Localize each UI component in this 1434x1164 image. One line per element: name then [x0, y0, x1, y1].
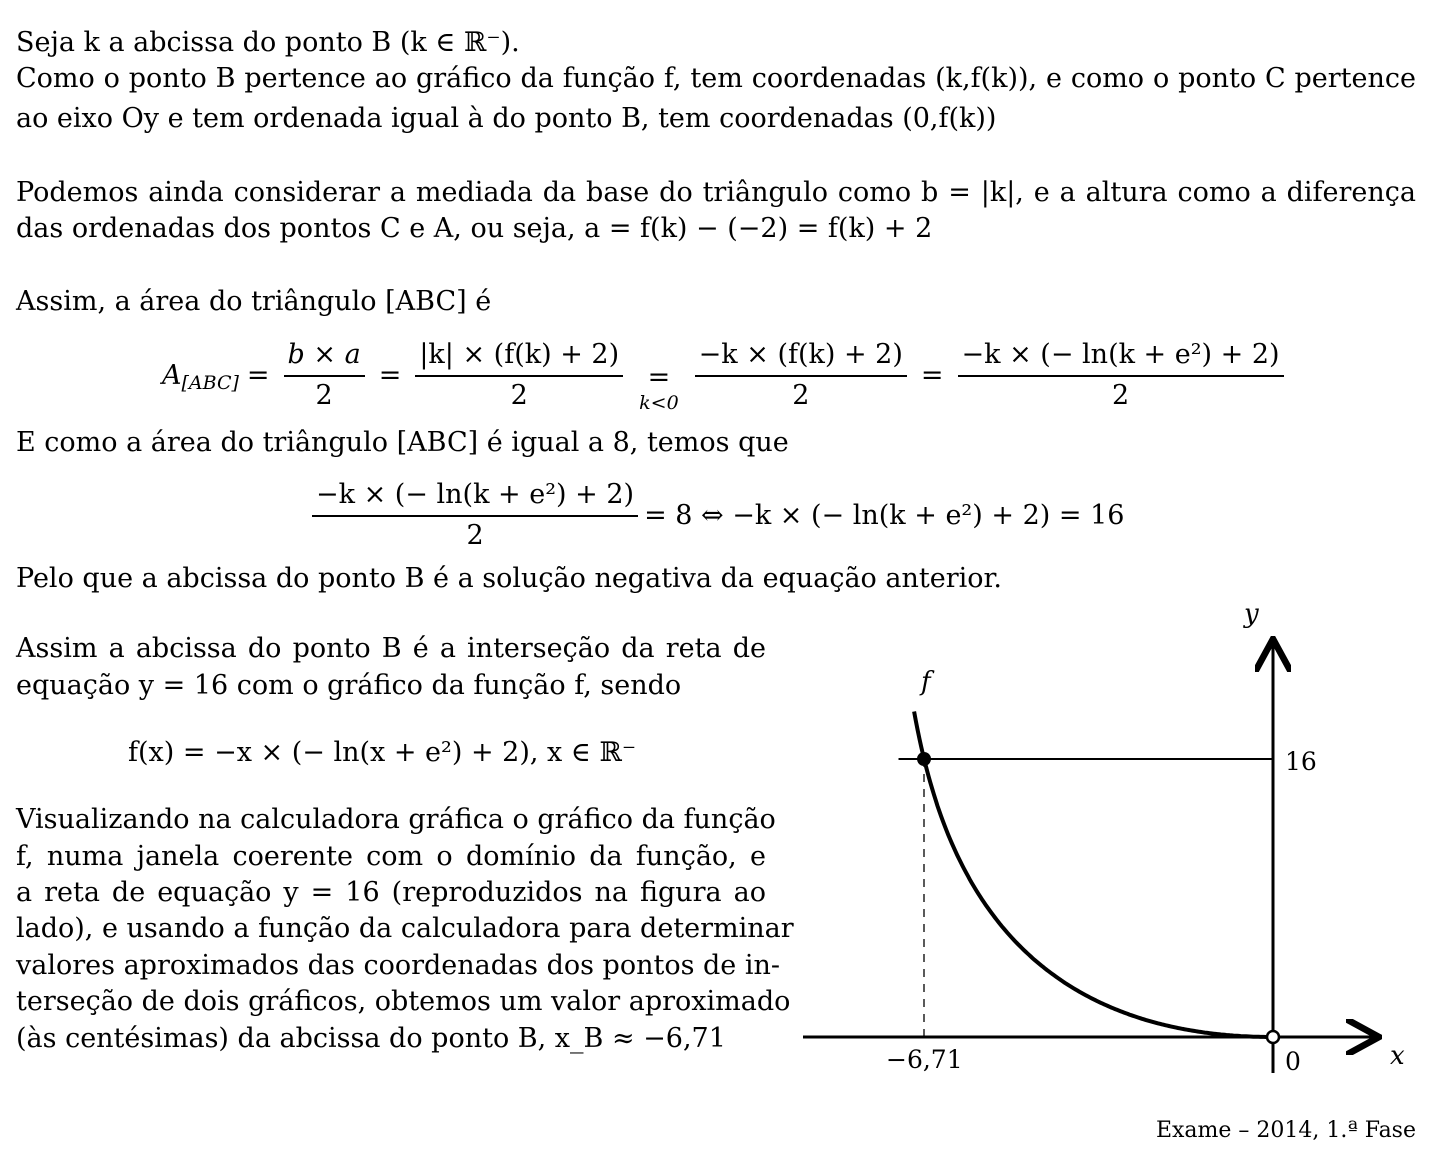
- origin-label: 0: [1285, 1047, 1301, 1076]
- conclusion: Pelo que a abcissa do ponto B é a solução negativa da equação anterior.: [16, 563, 1003, 594]
- base-height-line-1: Podemos ainda considerar a mediada da base do triângulo como b = |k|, e a altura como a diferença: [16, 177, 1416, 208]
- left-col-p2-line-6: terseção de dois gráficos, obtemos um valor aproximado: [16, 986, 791, 1017]
- fraction-eight-denominator: 2: [466, 520, 484, 551]
- intro-line-1: Seja k a abcissa do ponto B (k ∈ ℝ⁻).: [16, 27, 520, 58]
- conditional-equals: = k<0: [639, 361, 679, 414]
- base-height-line-2: das ordenadas dos pontos C e A, ou seja, a = f(k) − (−2) = f(k) + 2: [16, 213, 933, 244]
- fraction-3-numerator: −k × (f(k) + 2): [695, 338, 907, 377]
- exam-footer: Exame – 2014, 1.ª Fase: [1155, 1118, 1416, 1143]
- y-axis-label: y: [1244, 599, 1259, 629]
- left-col-p2-line-2: f, numa janela coerente com o domínio da função, e: [16, 841, 766, 872]
- tick-label-x: −6,71: [886, 1045, 963, 1074]
- area-eight-intro: E como a área do triângulo [ABC] é igual a 8, temos que: [16, 427, 789, 458]
- tick-label-16: 16: [1285, 747, 1317, 776]
- fraction-4-numerator: −k × (− ln(k + e²) + 2): [958, 338, 1284, 377]
- left-col-p2-line-5: valores aproximados das coordenadas dos pontos de in-: [16, 950, 781, 981]
- left-col-p2-line-4: lado), e usando a função da calculadora para determinar: [16, 913, 794, 944]
- left-col-line-1: Assim a abcissa do ponto B é a interseção da reta de: [16, 633, 766, 664]
- fraction-1-denominator: 2: [315, 380, 333, 411]
- left-col-p2-line-3: a reta de equação y = 16 (reproduzidos na figura ao: [16, 877, 766, 908]
- fraction-3-denominator: 2: [792, 380, 810, 411]
- curve-label: f: [921, 667, 931, 697]
- intro-line-2: Como o ponto B pertence ao gráfico da função f, tem coordenadas (k,f(k)), e como o ponto C pertence: [16, 63, 1416, 94]
- point-origin: [1267, 1031, 1279, 1043]
- fraction-2-denominator: 2: [510, 380, 528, 411]
- left-col-line-2: equação y = 16 com o gráfico da função f, sendo: [16, 670, 682, 701]
- left-col-p2-line-7: (às centésimas) da abcissa do ponto B, x_B ≈ −6,71: [16, 1023, 726, 1054]
- area-intro: Assim, a área do triângulo [ABC] é: [16, 286, 492, 317]
- area-equation: A [ABC] = $\frac{b \times a}{2}$ = $\frac{|k| \times (f(k) + 2)}{2}$ = k<0 $\frac{-k \times (f(k) + 2)}{2}$ = $\frac{\text{−k × (− ln(k + e²) + 2)}}{2}$: [162, 338, 1290, 412]
- x-axis-label: x: [1390, 1041, 1405, 1071]
- fraction-2-numerator: |k| × (f(k) + 2): [415, 338, 623, 377]
- fraction-4-denominator: 2: [1111, 380, 1130, 411]
- point-b: [917, 752, 931, 766]
- intro-line-3: ao eixo Oy e tem ordenada igual à do ponto B, tem coordenadas (0,f(k)): [16, 103, 997, 134]
- equation-eight-rhs: = 8 ⇔ −k × (− ln(k + e²) + 2) = 16: [644, 499, 1125, 531]
- area-symbol: A: [162, 359, 182, 391]
- curve-f: [914, 712, 1273, 1038]
- left-col-p2-line-1: Visualizando na calculadora gráfica o gráfico da função: [16, 804, 776, 835]
- function-definition: f(x) = −x × (− ln(x + e²) + 2), x ∈ ℝ⁻: [128, 737, 637, 768]
- fraction-1-numerator: b × a: [284, 338, 365, 377]
- area-subscript: [ABC]: [181, 372, 239, 394]
- fraction-eight-numerator: −k × (− ln(k + e²) + 2): [312, 478, 638, 517]
- condition-label: k<0: [639, 391, 679, 414]
